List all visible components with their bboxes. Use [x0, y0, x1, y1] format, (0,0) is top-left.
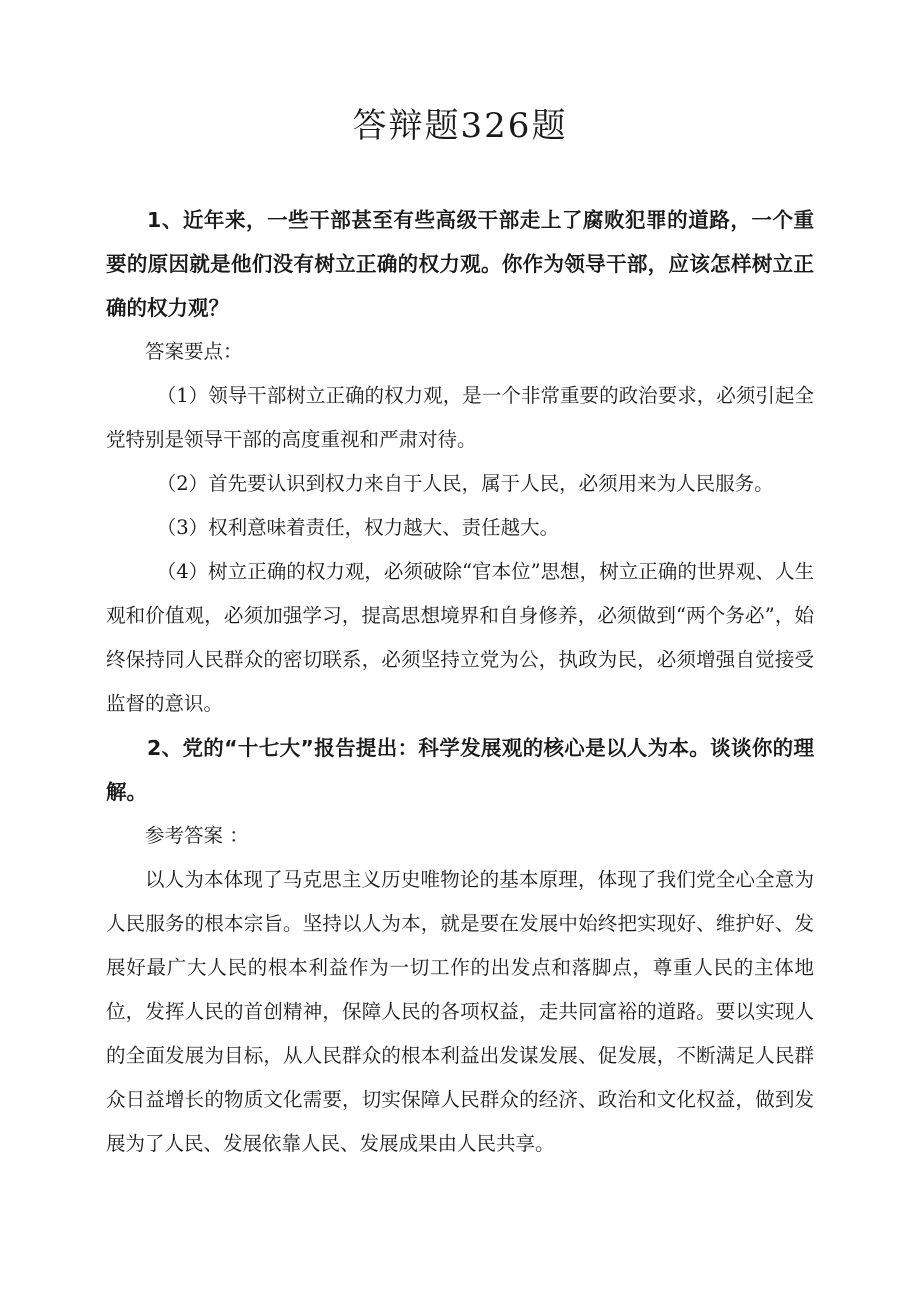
answer-1-point-2: （2）首先要认识到权力来自于人民，属于人民，必须用来为人民服务。 [156, 472, 774, 495]
question-2-section [106, 726, 814, 1166]
question-1-text: 1、近年来，一些干部甚至有些高级干部走上了腐败犯罪的道路，一个重要的原因就是他们没有树立正确的权力观。你作为领导干部，应该怎样树立正确的权力观？ [106, 208, 814, 320]
answer-1-point-3: （3）权利意味着责任，权力越大、责任越大。 [156, 516, 560, 539]
question-2-text: 2、党的“十七大”报告提出：科学发展观的核心是以人为本。谈谈你的理解。 [106, 736, 814, 804]
answer-2-label: 参考答案 ： [145, 824, 249, 847]
document-title: 答辩题326题 [352, 106, 568, 146]
answer-1-label: 答案要点： [145, 340, 243, 363]
answer-1-point-4: （4）树立正确的权力观，必须破除“官本位”思想，树立正确的世界观、人生观和价值观，必须加强学习，提高思想境界和自身修养，必须做到“两个务必”，始终保持同人民群众的密切联系，必须坚持立党为公，执政为民，必须增强自觉接受监督的意识。 [106, 560, 814, 715]
answer-2-text: 以人为本体现了马克思主义历史唯物论的基本原理，体现了我们党全心全意为人民服务的根本宗旨。坚持以人为本，就是要在发展中始终把实现好、维护好、发展好最广大人民的根本利益作为一切工作的出发点和落脚点，尊重人民的主体地位，发挥人民的首创精神，保障人民的各项权益，走共同富裕的道路。要以实现人的全面发展为目标，从人民群众的根本利益出发谋发展、促发展，不断满足人民群众日益增长的物质文化需要，切实保障人民群众的经济、政治和文化权益，做到发展为了人民、发展依靠人民、发展成果由人民共享。 [106, 868, 814, 1155]
answer-1-point-1: （1）领导干部树立正确的权力观，是一个非常重要的政治要求，必须引起全党特别是领导干部的高度重视和严肃对待。 [106, 384, 814, 451]
question-1-section [106, 198, 814, 726]
